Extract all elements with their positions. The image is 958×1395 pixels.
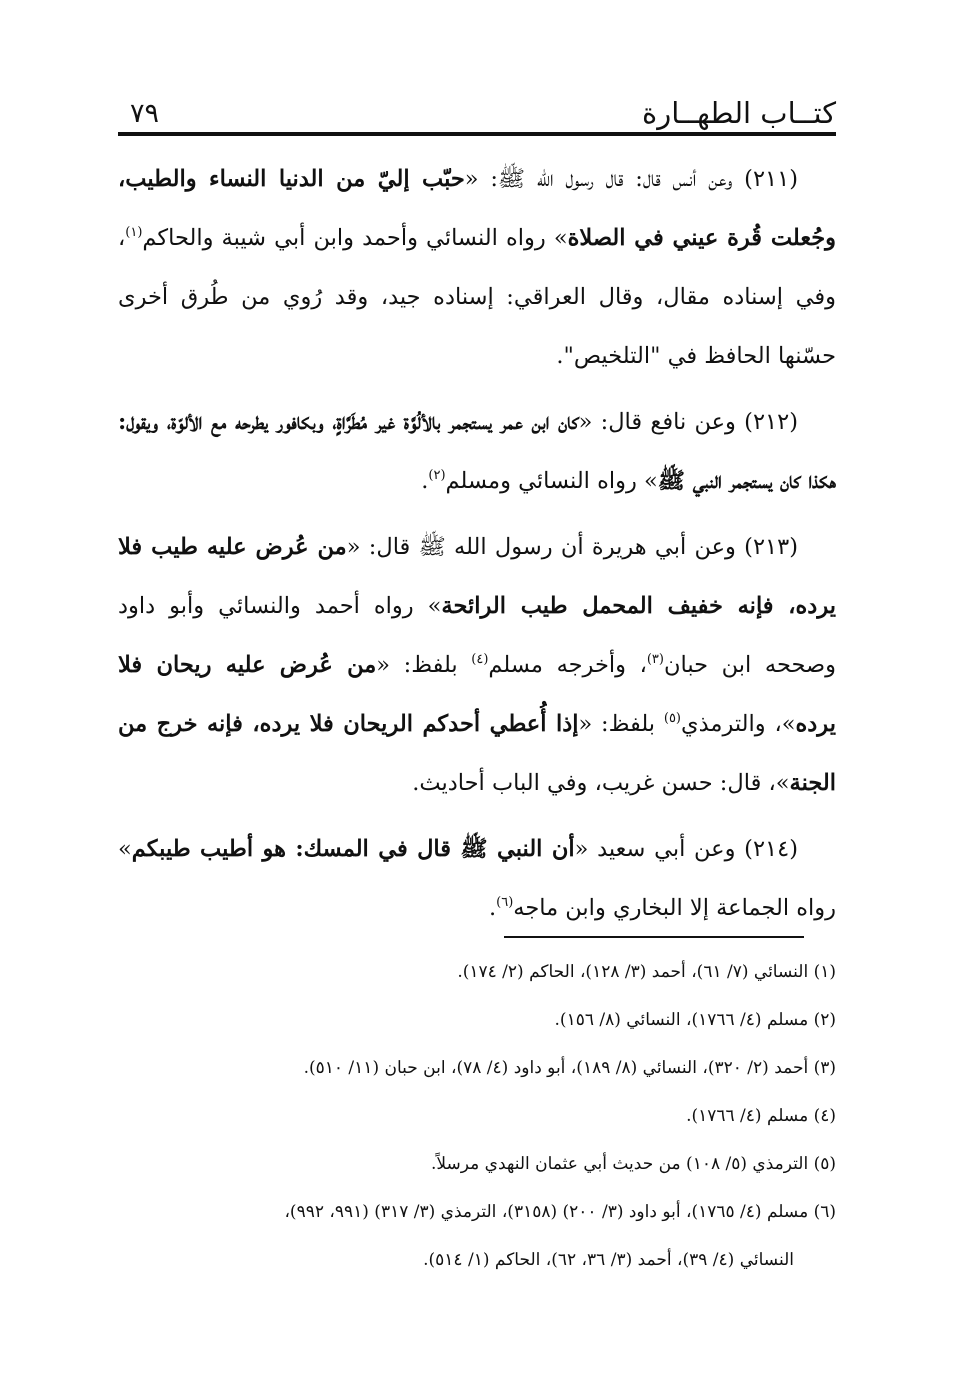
hadith-quote: كان ابن عمر يستجمر بالألُوَّة غير مُطَرَّاةٍ، وبكافور يطرحه مع الألوّة، ويقول: هكذا كان يستجمر النبي ﷺ xyxy=(118,409,836,494)
hadith-paragraph xyxy=(118,393,836,511)
text-run: (٢١٤) وعن أبي سعيد « xyxy=(574,836,798,862)
main-text xyxy=(118,150,836,945)
footnote-continuation: النسائي (٤/ ٣٩)، أحمد (٣/ ٣٦، ٦٢)، الحاكم (١/ ٥١٤). xyxy=(423,1250,794,1270)
hadith-paragraph xyxy=(118,150,836,386)
text-run: (٢١١) وعن أنس قال: قال رسول الله ﷺ: « xyxy=(464,166,798,192)
text-run: بلفظ: « xyxy=(578,711,664,737)
footnote-marker: (٣) xyxy=(646,652,664,667)
footnote: (٣) أحمد (٢/ ٣٢٠)، النسائي (٨/ ١٨٩)، أبو داود (٤/ ٧٨)، ابن حبان (١١/ ٥١٠). xyxy=(303,1058,836,1078)
hadith-quote: من عُرض عليه طيب فلا يرده، فإنه خفيف المحمل طيب الرائحة xyxy=(118,534,836,619)
text-run: »، والترمذي xyxy=(681,711,796,737)
hadith-paragraph xyxy=(118,820,836,938)
footnotes xyxy=(118,948,836,1284)
text-run: . xyxy=(421,468,429,494)
footnote-marker: (٢) xyxy=(428,468,446,483)
hadith-paragraph xyxy=(118,518,836,813)
page-number: ٧٩ xyxy=(130,98,160,129)
text-run: ، وأخرجه مسلم xyxy=(488,652,647,678)
footnote: (٥) الترمذي (٥/ ١٠٨) من حديث أبي عثمان النهدي مرسلاً. xyxy=(430,1154,836,1174)
hadith-quote: أن النبي ﷺ قال في المسك: هو أطيب طيبكم xyxy=(131,836,575,862)
text-run: . xyxy=(488,895,497,921)
footnote-separator xyxy=(504,936,804,938)
footnote-marker: (٦) xyxy=(496,895,514,910)
text-run: » رواه الجماعة إلا البخاري وابن ماجه xyxy=(118,836,836,921)
chapter-title: كتــاب الطهــارة xyxy=(642,96,836,130)
footnote: (٢) مسلم (٤/ ١٧٦٦)، النسائي (٨/ ١٥٦). xyxy=(554,1010,836,1030)
text-run: » رواه النسائي ومسلم xyxy=(445,468,658,494)
footnote: (٦) مسلم (٤/ ١٧٦٥)، أبو داود (٣/ ٢٠٠) (٣١٥٨)، الترمذي (٣/ ٣١٧) (٩٩١، ٩٩٢)، xyxy=(284,1202,836,1222)
footnote-marker: (٥) xyxy=(663,711,681,726)
text-run: »، قال: حسن غريب، وفي الباب أحاديث. xyxy=(412,770,790,796)
text-run: » رواه أحمد والنسائي وأبو داود وصححه ابن حبان xyxy=(118,593,836,678)
header-rule xyxy=(118,132,836,136)
footnote: (٤) مسلم (٤/ ١٧٦٦). xyxy=(686,1106,836,1126)
text-run: » رواه النسائي وأحمد وابن أبي شيبة والحاكم xyxy=(142,225,568,251)
text-run: ، وفي إسناده مقال، وقال العراقي: إسناده جيد، وقد رُوي من طُرق أخرى حسّنها الحافظ في "التلخيص". xyxy=(118,225,836,369)
hadith-quote: إذا أُعطي أحدكم الريحان فلا يرده، فإنه خرج من الجنة xyxy=(118,711,836,796)
text-run: (٢١٢) وعن نافع قال: « xyxy=(578,409,798,435)
footnote-marker: (١) xyxy=(125,225,143,240)
hadith-quote: من عُرض عليه ريحان فلا يرده xyxy=(118,652,836,737)
hadith-quote: حبّب إليّ من الدنيا النساء والطيب، وجُعلت قُرة عيني في الصلاة xyxy=(118,166,836,251)
text-run: (٢١٣) وعن أبي هريرة أن رسول الله ﷺ قال: « xyxy=(346,534,798,560)
footnote-marker: (٤) xyxy=(471,652,489,667)
page-header xyxy=(118,92,836,136)
footnote: (١) النسائي (٧/ ٦١)، أحمد (٣/ ١٢٨)، الحاكم (٢/ ١٧٤). xyxy=(457,962,836,982)
text-run: بلفظ: « xyxy=(376,652,472,678)
